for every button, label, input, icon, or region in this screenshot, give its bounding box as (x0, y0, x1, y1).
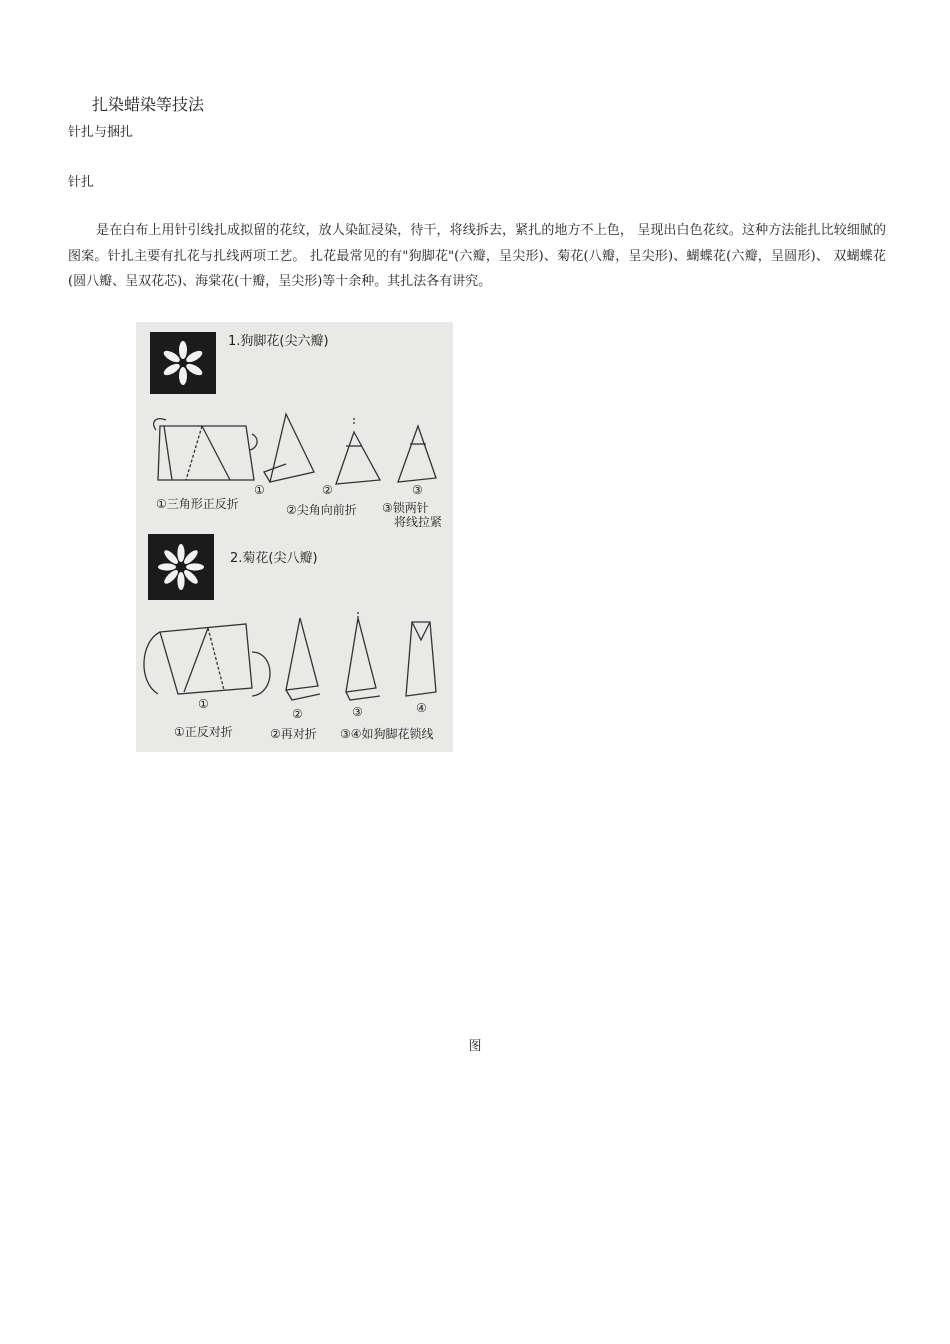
panel2-step1-fold-drawing (144, 624, 270, 696)
step3-fold-drawing (336, 418, 380, 484)
panel2-step2-label: ②再对折 (270, 727, 317, 741)
section-heading: 针扎与捆扎 (68, 125, 134, 140)
six-petal-flower-icon (150, 332, 216, 394)
figure-caption: 图 (468, 1039, 482, 1054)
panel1-step2-label: ②尖角向前折 (286, 503, 357, 517)
panel1-step1-label: ①三角形正反折 (156, 497, 239, 511)
panel2-heading: 2.菊花(尖八瓣) (230, 551, 318, 566)
folding-illustration (136, 322, 453, 752)
panel1-num1: ① (254, 483, 265, 497)
panel2-step3-label: ③④如狗脚花锁线 (340, 727, 434, 741)
body-paragraph: 是在白布上用针引线扎成拟留的花纹，放人染缸浸染，待干，将线拆去，紧扎的地方不上色， 呈现出白色花纹。这种方法能扎比较细腻的图案。针扎主要有扎花与扎线两项工艺。 扎花最常见的有"狗脚花"(六瓣，呈尖形)、菊花(八瓣，呈尖形)、蝴蝶花(六瓣，呈圆形)、 双蝴蝶花(圆八瓣、呈双花芯)、海棠花(十瓣，呈尖形)等十余种。其扎法各有讲究。 (68, 223, 886, 289)
step2-fold-drawing (264, 414, 314, 482)
panel2-step4-fold-drawing (406, 622, 436, 696)
step1-fold-drawing (154, 419, 257, 480)
panel2-num2: ② (292, 707, 303, 721)
panel1-step3-label: ③锁两针 (382, 501, 429, 515)
panel1-heading: 1.狗脚花(尖六瓣) (228, 334, 329, 349)
panel1-num2: ② (322, 483, 333, 497)
panel2-num3: ③ (352, 705, 363, 719)
panel2-step2-fold-drawing (286, 618, 320, 700)
panel1-num3: ③ (412, 483, 423, 497)
page-title: 扎染蜡染等技法 (92, 95, 205, 114)
panel2-num1: ① (198, 697, 209, 711)
panel2-step1-label: ①正反对折 (174, 725, 233, 739)
subsection-heading: 针扎 (68, 175, 95, 190)
step4-fold-drawing (398, 426, 436, 482)
eight-petal-flower-icon (148, 534, 214, 600)
panel1-step3-sublabel: 将线拉紧 (394, 515, 443, 529)
panel2-num4: ④ (416, 701, 427, 715)
folding-diagram (136, 322, 453, 752)
panel2-step3-fold-drawing (346, 612, 380, 700)
